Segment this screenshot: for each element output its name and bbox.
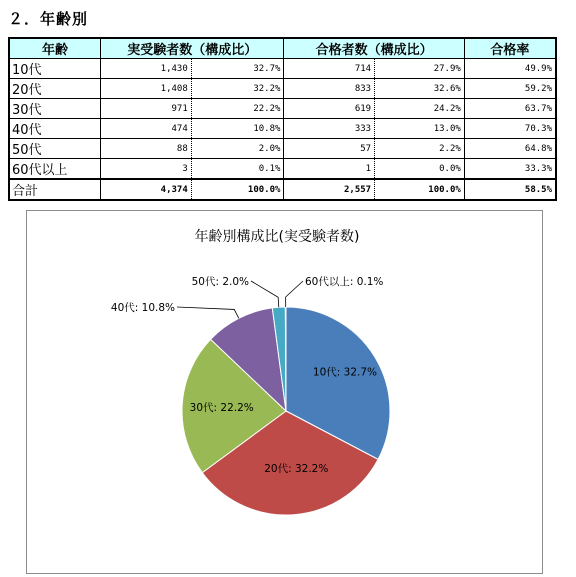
cell-passers: 57 [284,139,375,159]
cell-passers-pct: 13.0% [375,119,465,139]
table-row [9,119,556,139]
cell-pass-rate: 70.3% [464,119,556,139]
total-cell-pass-rate: 58.5% [464,179,556,200]
header-pass-rate: 合格率 [464,38,556,59]
cell-pass-rate: 64.8% [464,139,556,159]
table-row [9,59,556,79]
header-age: 年齢 [9,38,101,59]
cell-examinees: 1,408 [101,79,192,99]
cell-passers: 714 [284,59,375,79]
cell-passers-pct: 27.9% [375,59,465,79]
cell-pass-rate: 59.2% [464,79,556,99]
total-cell-passers-pct: 100.0% [375,179,465,200]
table-row [9,99,556,119]
cell-passers-pct: 24.2% [375,99,465,119]
cell-examinees-pct: 2.0% [191,139,284,159]
cell-passers: 1 [284,159,375,180]
data-label-2: 20代: 32.2% [264,463,329,476]
total-cell-examinees: 4,374 [101,179,192,200]
total-cell-examinees-pct: 100.0% [191,179,284,200]
cell-examinees: 474 [101,119,192,139]
leader-line-5 [251,281,279,307]
cell-examinees: 88 [101,139,192,159]
age-stats-table [8,37,557,201]
cell-passers-pct: 2.2% [375,139,465,159]
table-header-row [9,38,556,59]
data-label-4: 40代: 10.8% [110,302,175,314]
cell-passers: 619 [284,99,375,119]
cell-age: 10代 [9,59,101,79]
cell-pass-rate: 63.7% [464,99,556,119]
cell-examinees: 3 [101,159,192,180]
cell-pass-rate: 33.3% [464,159,556,180]
leader-line-6 [286,281,303,307]
cell-passers: 333 [284,119,375,139]
table-row [9,79,556,99]
cell-pass-rate: 49.9% [464,59,556,79]
table-total-row [9,179,556,200]
cell-passers-pct: 0.0% [375,159,465,180]
cell-examinees-pct: 32.2% [191,79,284,99]
cell-age: 30代 [9,99,101,119]
cell-age: 20代 [9,79,101,99]
table-row [9,159,556,180]
cell-examinees: 971 [101,99,192,119]
table-row [9,139,556,159]
header-examinees: 実受験者数（構成比） [101,38,284,59]
cell-age: 50代 [9,139,101,159]
cell-age: 60代以上 [9,159,101,180]
total-cell-passers: 2,557 [284,179,375,200]
data-label-3: 30代: 22.2% [189,402,254,415]
cell-examinees-pct: 10.8% [191,119,284,139]
data-label-1: 10代: 32.7% [312,366,378,379]
cell-passers-pct: 32.6% [375,79,465,99]
header-passers: 合格者数（構成比） [284,38,464,59]
cell-examinees: 1,430 [101,59,192,79]
cell-passers: 833 [284,79,375,99]
data-label-6: 60代以上: 0.1% [305,276,384,288]
data-label-5: 50代: 2.0% [191,276,249,288]
chart-title: 年齢別構成比(実受験者数) [194,229,360,245]
pie-slice-6 [285,307,286,411]
leader-line-4 [177,307,239,318]
cell-examinees-pct: 0.1% [191,159,284,180]
pie-chart [27,211,542,573]
cell-examinees-pct: 32.7% [191,59,284,79]
total-cell-age: 合計 [9,179,101,200]
pie-chart-panel [26,210,543,574]
cell-age: 40代 [9,119,101,139]
cell-examinees-pct: 22.2% [191,99,284,119]
section-title: ２．年齢別 [8,10,89,28]
